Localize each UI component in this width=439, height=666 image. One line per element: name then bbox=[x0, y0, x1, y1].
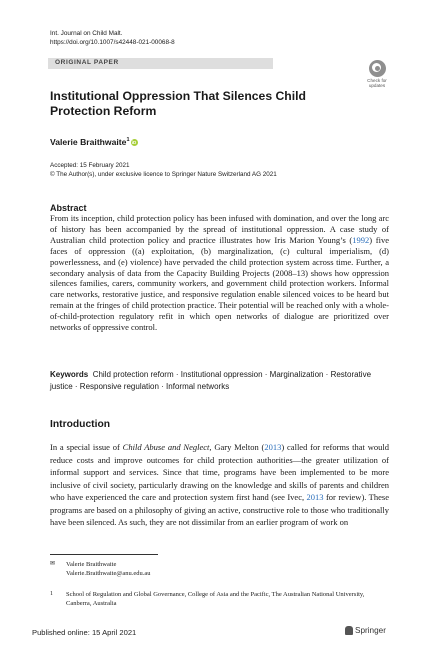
introduction-text: In a special issue of Child Abuse and Neglect, Gary Melton (2013) called for reforms that would reduce costs and improve outcomes for child protection authorities—the greater utilization of informal support and services. Since that time, programs have been implemented to be more inclusive of civil society, particularly drawing on the knowledge and skills of parents and children who have experienced the care and protection system first hand (see Ivec, 2013 for review). These programs are based on a philosophy of giving an active, constructive role to those who traditionally have been silenced. As such, they are not dissimilar from an earlier program of work on bbox=[50, 442, 389, 527]
copyright-notice: © The Author(s), under exclusive licence to Springer Nature Switzerland AG 2021 bbox=[50, 171, 277, 178]
journal-header bbox=[50, 30, 175, 47]
keywords-label: Keywords bbox=[50, 370, 89, 379]
orcid-icon[interactable]: iD bbox=[131, 140, 137, 146]
publisher-name: Springer bbox=[355, 626, 386, 635]
citation-link[interactable]: 2013 bbox=[264, 442, 282, 452]
accepted-date: Accepted: 15 February 2021 bbox=[50, 162, 130, 169]
contact-name: Valerie Braithwaite bbox=[66, 561, 117, 568]
author-name[interactable]: Valerie Braithwaite bbox=[50, 137, 127, 147]
article-type-bar bbox=[48, 58, 273, 69]
journal-name: Int. Journal on Child Malt. bbox=[50, 30, 123, 37]
springer-horse-icon bbox=[345, 626, 353, 635]
keywords bbox=[50, 369, 389, 393]
abstract-heading: Abstract bbox=[50, 203, 87, 213]
keywords-list: Child protection reform · Institutional oppression · Marginalization · Restorative justice · Responsive regulation · Informal networks bbox=[50, 370, 372, 391]
doi-link[interactable]: https://doi.org/10.1007/s42448-021-00068-8 bbox=[50, 38, 175, 46]
published-online: Published online: 15 April 2021 bbox=[32, 628, 137, 637]
footnote-divider bbox=[50, 554, 158, 555]
check-updates-label: Check for updates bbox=[367, 78, 387, 88]
introduction-heading: Introduction bbox=[50, 419, 111, 430]
abstract-text: From its inception, child protection policy has been infused with domination, and over the long arc of history has been accompanied by the spread of institutional oppression. A case study of Australian child protection policy and practice illustrates how Iris Marion Young’s (1992) five faces of oppression ((a) exploitation, (b) marginalization, (c) cultural imperialism, (d) powerlessness, and (e) violence) have pervaded the child protection system across time. Further, a secondary analysis of data from the Capacity Building Projects (2008–13) shows how oppression silences families, carers, community workers, and government child protection workers. Informal care networks, restorative justice, and responsive regulation enable silenced voices to be heard but remain at the fringes of child protection practice. Their potential will be reached only with a whole-of-child-protection regulatory refit in which open networks of dialogue are prioritized over networks of oppressive control. bbox=[50, 213, 390, 333]
contact-email[interactable]: Valerie.Braithwaite@anu.edu.au bbox=[66, 570, 151, 577]
author-line bbox=[50, 137, 138, 147]
author-affiliation-mark: 1 bbox=[126, 137, 130, 144]
check-for-updates-badge[interactable] bbox=[362, 60, 392, 94]
check-updates-icon bbox=[369, 60, 386, 77]
article-type: ORIGINAL PAPER bbox=[55, 59, 119, 66]
envelope-icon: ✉ bbox=[50, 561, 56, 567]
article-title: Institutional Oppression That Silences Child Protection Reform bbox=[50, 89, 306, 118]
journal-reference: Child Abuse and Neglect bbox=[122, 442, 210, 452]
citation-link[interactable]: 2013 bbox=[306, 492, 324, 502]
publisher-logo bbox=[345, 626, 386, 635]
affiliation-text: School of Regulation and Global Governance, College of Asia and the Pacific, The Australian National University, Canberra, Australia bbox=[66, 591, 365, 607]
affiliation-mark: 1 bbox=[50, 591, 53, 597]
article-dates bbox=[50, 161, 277, 179]
citation-link[interactable]: 1992 bbox=[352, 234, 370, 245]
